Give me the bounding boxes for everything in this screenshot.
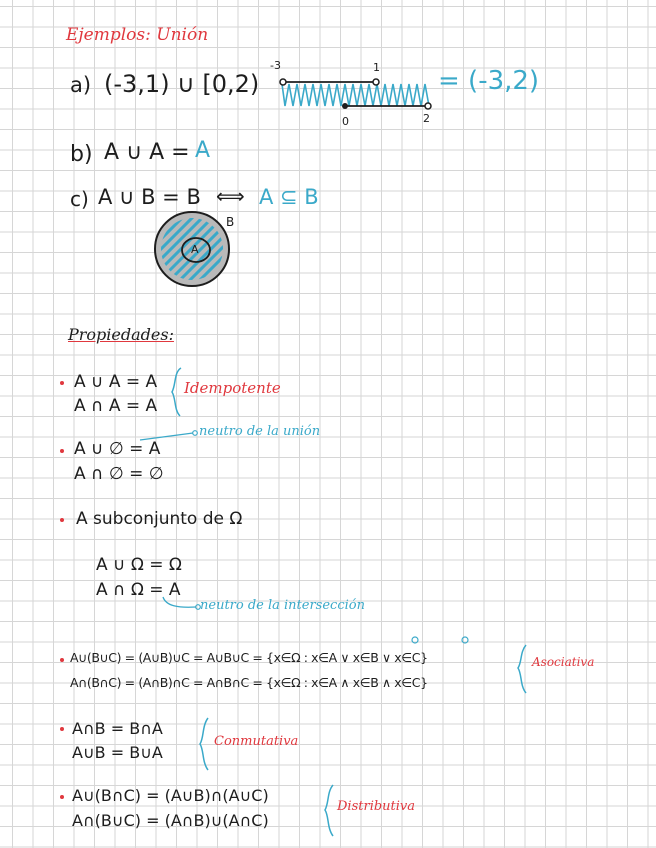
- associative-union: A∪(B∪C) = (A∪B)∪C = A∪B∪C = {x∈Ω : x∈A ∨ x∈B ∨ x∈C}: [70, 650, 428, 665]
- commutative-tag: Conmutativa: [214, 734, 299, 749]
- commutative-brace: [200, 718, 208, 770]
- omega-intersection: A ∩ Ω = A: [96, 580, 181, 600]
- example-a-expression: (-3,1) ∪ [0,2): [104, 70, 260, 98]
- distributive-brace: [325, 785, 333, 836]
- properties-heading: Propiedades:: [68, 325, 174, 344]
- neutral-intersection-arrow: [163, 597, 196, 607]
- example-b-expression: A ∪ A =: [104, 140, 190, 165]
- venn-set-b-label: B: [226, 215, 235, 229]
- iff-arrow-icon: ⟺: [216, 184, 245, 208]
- distributive-intersection: A∩(B∪C) = (A∩B)∪(A∩C): [72, 811, 269, 830]
- examples-heading: Ejemplos: Unión: [66, 25, 209, 45]
- idempotent-intersection: A ∩ A = A: [74, 396, 158, 416]
- number-line-label-one: 1: [373, 61, 380, 74]
- associative-intersection: A∩(B∩C) = (A∩B)∩C = A∩B∩C = {x∈Ω : x∈A ∧ x∈B ∧ x∈C}: [70, 675, 428, 690]
- idempotent-tag: Idempotente: [184, 379, 281, 397]
- example-c-label: c): [70, 187, 89, 211]
- empty-union: A ∪ ∅ = A: [74, 439, 161, 459]
- associative-brace: [518, 645, 526, 693]
- neutral-union-note: neutro de la unión: [199, 424, 321, 439]
- number-line-label-minus-three: -3: [270, 59, 281, 72]
- neutral-intersection-note: neutro de la intersección: [200, 598, 365, 613]
- distributive-tag: Distributiva: [337, 799, 416, 814]
- distributive-union: A∪(B∩C) = (A∪B)∩(A∪C): [72, 786, 269, 805]
- associative-tag: Asociativa: [532, 655, 595, 669]
- number-line-label-zero: 0: [342, 115, 349, 128]
- neutral-union-arrow: [140, 433, 193, 440]
- example-c-expression: A ∪ B = B: [98, 185, 201, 209]
- number-line-label-two: 2: [423, 112, 430, 125]
- idempotent-brace: [172, 368, 181, 416]
- example-b-label: b): [70, 142, 93, 167]
- commutative-union: A∪B = B∪A: [72, 743, 163, 762]
- omega-union: A ∪ Ω = Ω: [96, 555, 182, 575]
- idempotent-union: A ∪ A = A: [74, 372, 158, 392]
- empty-intersection: A ∩ ∅ = ∅: [74, 464, 164, 484]
- example-b-result: A: [195, 138, 211, 163]
- example-c-result: A ⊆ B: [259, 185, 319, 209]
- omega-subset-statement: A subconjunto de Ω: [76, 509, 243, 529]
- example-a-result: = (-3,2): [438, 66, 540, 96]
- example-a-label: a): [70, 73, 92, 97]
- venn-set-a-label: A: [191, 243, 199, 256]
- commutative-intersection: A∩B = B∩A: [72, 719, 163, 738]
